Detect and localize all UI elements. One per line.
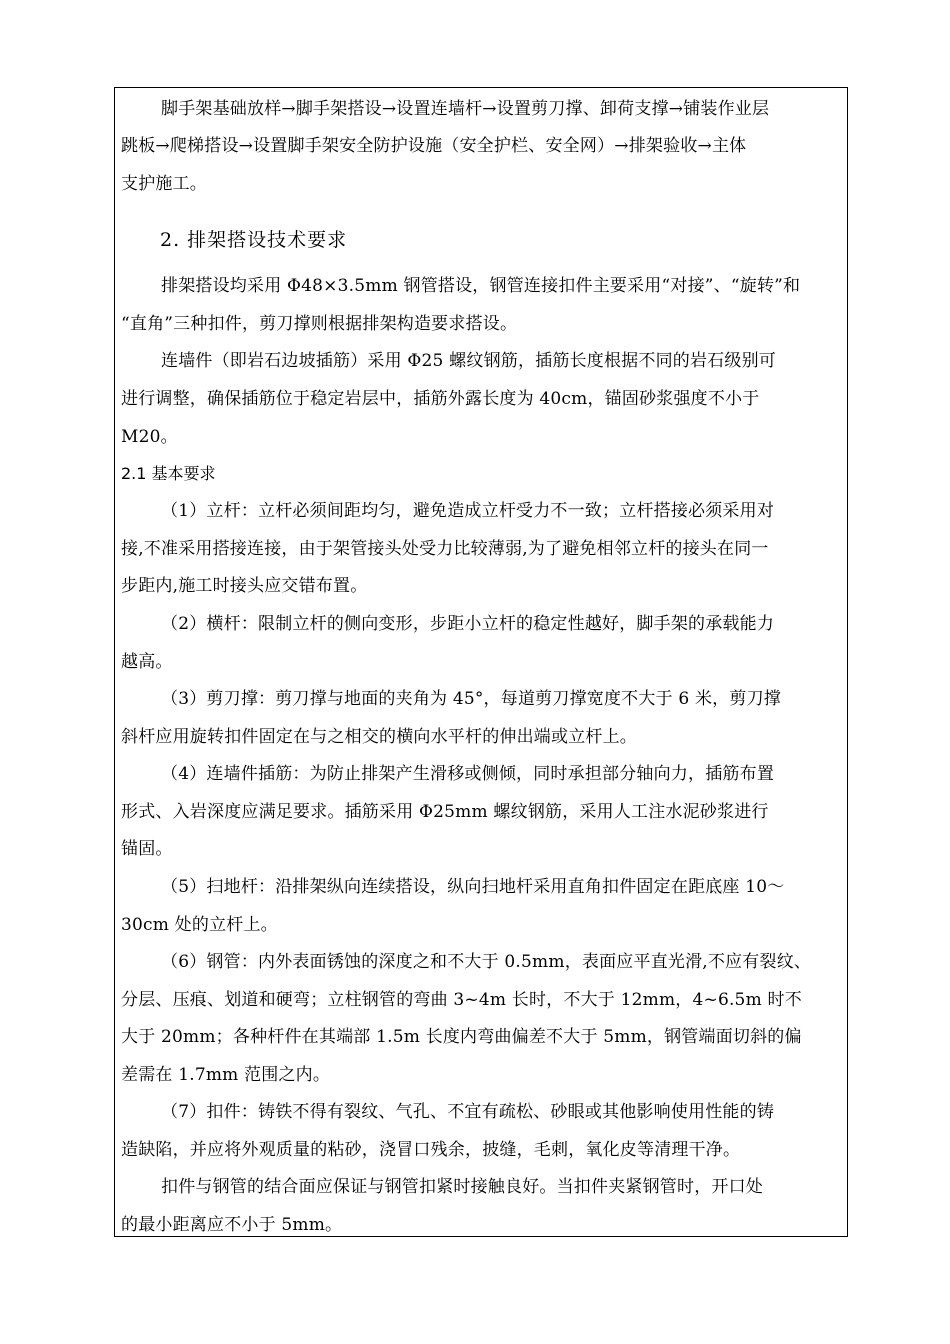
item7-line-2: 造缺陷，并应将外观质量的粘砂，浇冒口残余，披缝，毛刺，氧化皮等清理干净。: [121, 1140, 741, 1160]
intro-line-1: 脚手架基础放样→脚手架搭设→设置连墙杆→设置剪刀撑、卸荷支撑→铺装作业层: [161, 99, 770, 119]
item6-line-3: 大于 20mm；各种杆件在其端部 1.5m 长度内弯曲偏差不大于 5mm，钢管端面切斜的偏: [121, 1027, 802, 1047]
para2-line-3: M20。: [121, 427, 178, 447]
item4-line-3: 锚固。: [121, 839, 173, 859]
para1-line-2: “直角”三种扣件，剪刀撑则根据排架构造要求搭设。: [121, 314, 518, 334]
item6-line-4: 差需在 1.7mm 范围之内。: [121, 1065, 331, 1085]
item1-line-1: （1）立杆：立杆必须间距均匀，避免造成立杆受力不一致；立杆搭接必须采用对: [161, 501, 775, 521]
para2-line-1: 连墙件（即岩石边坡插筋）采用 Φ25 螺纹钢筋，插筋长度根据不同的岩石级别可: [161, 351, 776, 371]
item4-line-1: （4）连墙件插筋：为防止排架产生滑移或侧倾，同时承担部分轴向力，插筋布置: [161, 764, 775, 784]
section-title: 2. 排架搭设技术要求: [160, 229, 348, 251]
item3-line-2: 斜杆应用旋转扣件固定在与之相交的横向水平杆的伸出端或立杆上。: [121, 727, 637, 747]
item4-line-2: 形式、入岩深度应满足要求。插筋采用 Φ25mm 螺纹钢筋，采用人工注水泥砂浆进行: [121, 802, 769, 822]
intro-line-3: 支护施工。: [121, 174, 207, 194]
para-last-line-1: 扣件与钢管的结合面应保证与钢管扣紧时接触良好。当扣件夹紧钢管时，开口处: [161, 1177, 763, 1197]
item1-line-3: 步距内,施工时接头应交错布置。: [121, 576, 368, 596]
intro-line-2: 跳板→爬梯搭设→设置脚手架安全防护设施（安全护栏、安全网）→排架验收→主体: [121, 136, 747, 156]
item3-line-1: （3）剪刀撑：剪刀撑与地面的夹角为 45°，每道剪刀撑宽度不大于 6 米，剪刀撑: [161, 689, 781, 709]
item2-line-2: 越高。: [121, 652, 173, 672]
para2-line-2: 进行调整，确保插筋位于稳定岩层中，插筋外露长度为 40cm，锚固砂浆强度不小于: [121, 389, 760, 409]
item5-line-2: 30cm 处的立杆上。: [121, 915, 278, 935]
item6-line-2: 分层、压痕、划道和硬弯；立柱钢管的弯曲 3~4m 长时，不大于 12mm，4~6.5m 时不: [121, 990, 802, 1010]
item2-line-1: （2）横杆：限制立杆的侧向变形，步距小立杆的稳定性越好，脚手架的承载能力: [161, 614, 775, 634]
item7-line-1: （7）扣件：铸铁不得有裂纹、气孔、不宜有疏松、砂眼或其他影响使用性能的铸: [161, 1102, 775, 1122]
para1-line-1: 排架搭设均采用 Φ48×3.5mm 钢管搭设，钢管连接扣件主要采用“对接”、“旋转”和: [161, 276, 801, 296]
item1-line-2: 接,不准采用搭接连接，由于架管接头处受力比较薄弱,为了避免相邻立杆的接头在同一: [121, 539, 769, 559]
item5-line-1: （5）扫地杆：沿排架纵向连续搭设，纵向扫地杆采用直角扣件固定在距底座 10～: [161, 877, 785, 897]
subsection-title: 2.1 基本要求: [121, 464, 216, 483]
para-last-line-2: 的最小距离应不小于 5mm。: [121, 1215, 343, 1235]
item6-line-1: （6）钢管：内外表面锈蚀的深度之和不大于 0.5mm，表面应平直光滑,不应有裂纹、: [161, 952, 812, 972]
